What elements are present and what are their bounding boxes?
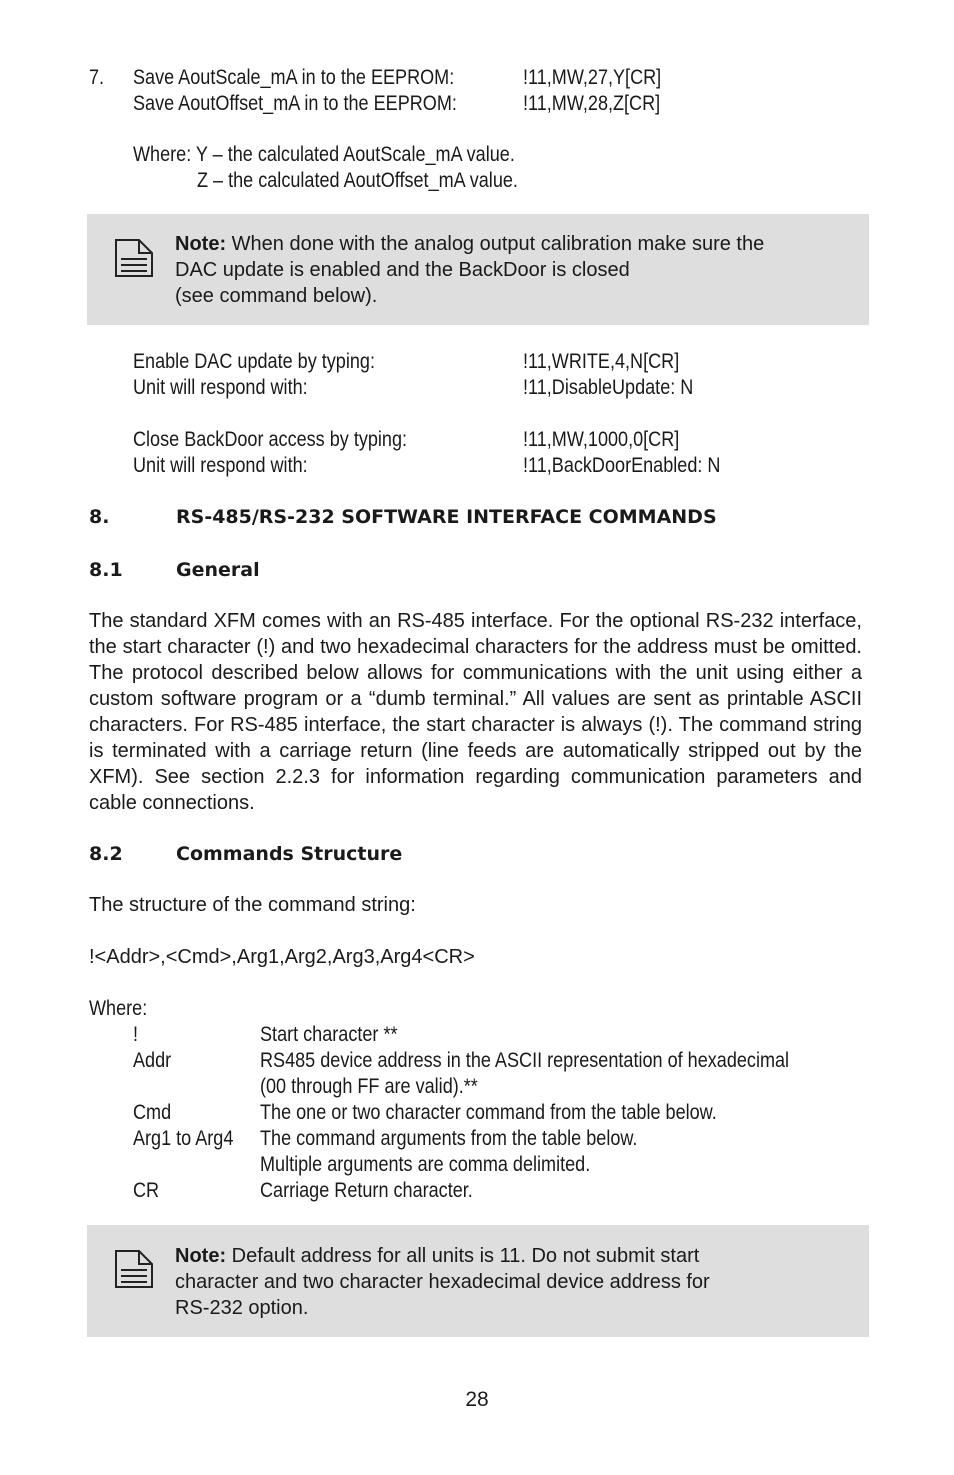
command-syntax: !<Addr>,<Cmd>,Arg1,Arg2,Arg3,Arg4<CR> (89, 946, 475, 968)
note-line: DAC update is enabled and the BackDoor is closed (175, 259, 630, 281)
definition-term: ! (133, 1023, 139, 1046)
where-label: Where: (89, 997, 148, 1020)
note-line: When done with the analog output calibration make sure the (226, 233, 765, 255)
section-title: General (176, 559, 260, 581)
note-icon (114, 1249, 154, 1289)
enable-dac-label: Enable DAC update by typing: (133, 350, 375, 373)
where-y: Where: Y – the calculated AoutScale_mA value. (133, 143, 515, 166)
where-z: Z – the calculated AoutOffset_mA value. (197, 169, 518, 192)
definition-term: Cmd (133, 1101, 172, 1124)
step-number: 7. (89, 66, 105, 89)
section-title: RS-485/RS-232 SOFTWARE INTERFACE COMMANDS (176, 506, 717, 528)
general-paragraph: The standard XFM comes with an RS-485 interface. For the optional RS-232 interface, the start character (!) and two hexadecimal characters for the address must be omitted. The protocol described below allows for communications with the unit using either a custom software program or a “dumb terminal.” All values are sent as printable ASCII characters. For RS-485 interface, the start character is always (!). The command string is terminated with a carriage return (line feeds are automatically stripped out by the XFM). See section 2.2.3 for information regarding communication parameters and cable connections. (89, 610, 862, 814)
definition-text: Multiple arguments are comma delimited. (260, 1153, 591, 1176)
note-label: Note: (175, 1245, 227, 1267)
note-text (175, 1243, 710, 1321)
section-number: 8.1 (89, 559, 123, 581)
definition-text: (00 through FF are valid).** (260, 1075, 478, 1098)
step7-line2-label: Save AoutOffset_mA in to the EEPROM: (133, 92, 457, 115)
page-number: 28 (465, 1388, 489, 1411)
note-line: (see command below). (175, 285, 378, 307)
note-label: Note: (175, 233, 227, 255)
definition-text: Carriage Return character. (260, 1179, 473, 1202)
close-backdoor-label: Close BackDoor access by typing: (133, 428, 408, 451)
note-line: character and two character hexadecimal device address for (175, 1271, 710, 1293)
step7-line1-label: Save AoutScale_mA in to the EEPROM: (133, 66, 455, 89)
respond-label: Unit will respond with: (133, 376, 308, 399)
step7-line2-command: !11,MW,28,Z[CR] (523, 92, 661, 115)
respond-label: Unit will respond with: (133, 454, 308, 477)
close-backdoor-command: !11,MW,1000,0[CR] (523, 428, 680, 451)
step7-line1-command: !11,MW,27,Y[CR] (523, 66, 662, 89)
note-line: RS-232 option. (175, 1297, 309, 1319)
note-icon (114, 238, 154, 278)
definition-term: Arg1 to Arg4 (133, 1127, 234, 1150)
definition-text: Start character ** (260, 1023, 398, 1046)
enable-dac-command: !11,WRITE,4,N[CR] (523, 350, 680, 373)
definition-term: CR (133, 1179, 160, 1202)
definition-text: The one or two character command from the table below. (260, 1101, 717, 1124)
respond-value: !11,BackDoorEnabled: N (523, 454, 721, 477)
section-number: 8.2 (89, 843, 123, 865)
note-line: Default address for all units is 11. Do not submit start (226, 1245, 700, 1267)
structure-intro: The structure of the command string: (89, 894, 416, 916)
note-text (175, 231, 764, 309)
respond-value: !11,DisableUpdate: N (523, 376, 694, 399)
section-number: 8. (89, 506, 110, 528)
note-box (87, 214, 869, 325)
definition-text: RS485 device address in the ASCII representation of hexadecimal (260, 1049, 790, 1072)
definition-text: The command arguments from the table below. (260, 1127, 638, 1150)
note-box (87, 1225, 869, 1337)
section-title: Commands Structure (176, 843, 403, 865)
definition-term: Addr (133, 1049, 172, 1072)
